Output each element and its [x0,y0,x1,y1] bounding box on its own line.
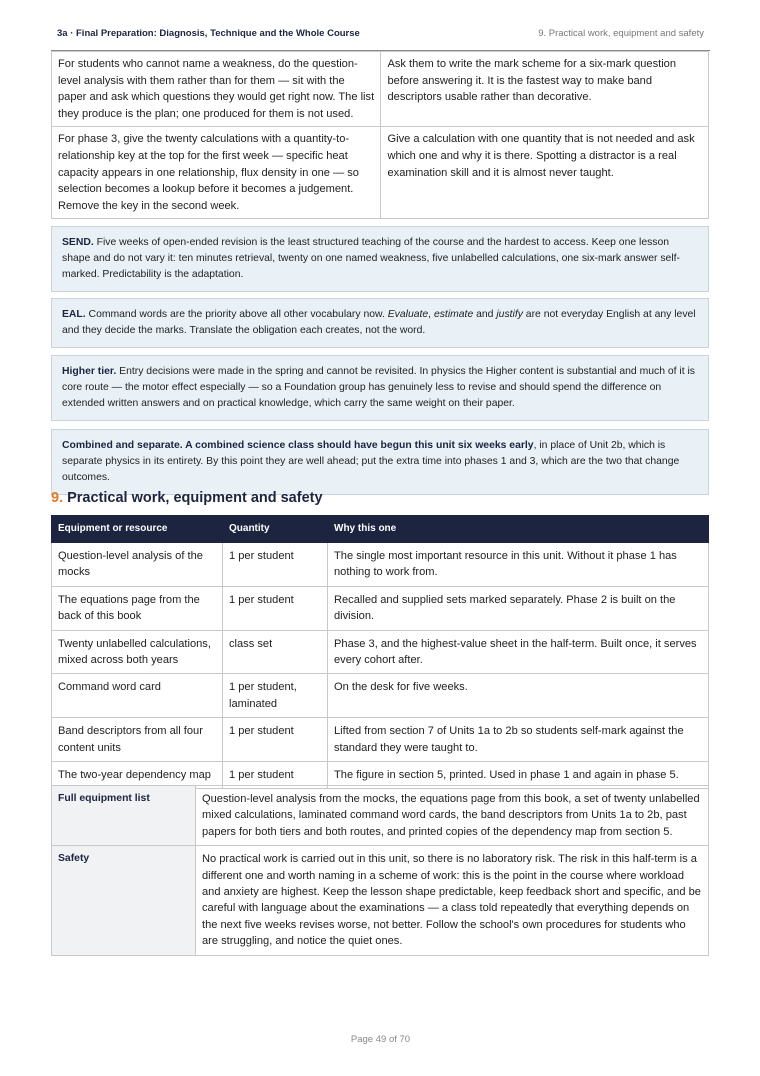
row-value: Question-level analysis from the mocks, the equations page from this book, a set of twenty unlabelled mixed calculations, laminated command word cards, the band descriptors from Units 1a to 2b, past papers for both tiers and both routes, and printed copies of the dependency map from section 5. [196,786,709,846]
quantity-cell: 1 per student [223,762,328,789]
reason-cell: Recalled and supplied sets marked separately. Phase 2 is built on the division. [328,586,709,630]
send-note [51,226,709,292]
row-value: No practical work is carried out in this unit, so there is no laboratory risk. The risk in this half-term is a different one and worth naming in a scheme of work: this is the point in the course where workload and anxiety are highest. Keep the lesson shape predictable, keep feedback short and specific, and be careful with language about the examinations — a class told repeatedly that everything depends on the next five weeks revises worse, not better. Follow the school's own procedures for students who are struggling, and notice the quiet ones. [196,846,709,955]
table-row [52,674,709,718]
row-label: Safety [52,846,196,955]
note-label: SEND. [62,237,94,248]
table-cell: For phase 3, give the twenty calculations with a quantity-to-relationship key at the top for the first week — specific heat capacity appears in one relationship, flux density in one — so selection becomes a lookup before it becomes a judgement. Remove the key in the second week. [52,127,381,219]
command-word: Evaluate [387,309,429,320]
table-cell: Give a calculation with one quantity that is not needed and ask which one and why it is there. Spotting a distractor is a real examination skill and it is almost never taught. [381,127,709,219]
table-row [52,127,709,219]
table-row [52,786,709,846]
note-text: , in place of Unit 2b, which is separate physics in its entirety. By this point they are well ahead; put the extra time into phases 1 and 3, which are the two that change outcomes. [62,440,680,483]
reason-cell: On the desk for five weeks. [328,674,709,718]
table-row [52,718,709,762]
note-text: are not everyday English at any level and they decide the marks. Translate the obligation each creates, not the word. [62,309,696,336]
note-label: Higher tier. [62,366,117,377]
note-text: Entry decisions were made in the spring and cannot be revisited. In physics the Higher content is substantial and much of it is core route — the motor effect especially — so a Foundation group has genuinely less to revise and should spend the difference on extended written answers and on practical knowledge, which carry the same weight on their paper. [62,366,696,409]
reason-cell: The single most important resource in this unit. Without it phase 1 has nothing to work from. [328,543,709,587]
column-header: Why this one [328,516,709,543]
resource-cell: Command word card [52,674,223,718]
row-label: Full equipment list [52,786,196,846]
table-row [52,543,709,587]
reason-cell: Lifted from section 7 of Units 1a to 2b so students self-mark against the standard they were taught to. [328,718,709,762]
header-unit-title: 3a · Final Preparation: Diagnosis, Technique and the Whole Course [57,28,360,39]
column-header: Quantity [223,516,328,543]
table-row [52,52,709,127]
note-text: and [473,309,497,320]
quantity-cell: 1 per student, laminated [223,674,328,718]
equipment-table [51,515,709,789]
section-heading [51,490,323,506]
resource-cell: Question-level analysis of the mocks [52,543,223,587]
section-title: Practical work, equipment and safety [67,490,323,506]
quantity-cell: 1 per student [223,586,328,630]
quantity-cell: class set [223,630,328,674]
eal-note [51,298,709,348]
table-header-row [52,516,709,543]
resource-cell: Band descriptors from all four content units [52,718,223,762]
note-text: Command words are the priority above all other vocabulary now. [85,309,388,320]
tips-table [51,51,709,219]
page-number: Page 49 of 70 [350,1034,411,1045]
note-label: EAL. [62,309,86,320]
command-word: estimate [433,309,474,320]
combined-separate-note [51,429,709,495]
reason-cell: The figure in section 5, printed. Used in phase 1 and again in phase 5. [328,762,709,789]
note-text: Five weeks of open-ended revision is the least structured teaching of the course and the hardest to access. Keep one lesson shape and do not vary it: ten minutes retrieval, twenty on one named weakness, five unlabelled calculations, one six-mark answer self-marked. Predictability is the adaptation. [62,237,680,280]
command-word: justify [496,309,523,320]
table-row [52,630,709,674]
resource-cell: The two-year dependency map [52,762,223,789]
table-row [52,586,709,630]
quantity-cell: 1 per student [223,543,328,587]
running-header [51,28,710,51]
section-number: 9. [51,490,64,506]
resource-cell: The equations page from the back of this book [52,586,223,630]
reason-cell: Phase 3, and the highest-value sheet in the half-term. Built once, it serves every cohort after. [328,630,709,674]
note-text: , [428,309,434,320]
quantity-cell: 1 per student [223,718,328,762]
table-row [52,846,709,955]
note-label: Combined and separate. A combined science class should have begun this unit six weeks early [62,440,534,451]
equipment-safety-table [51,785,709,956]
table-cell: For students who cannot name a weakness, do the question-level analysis with them rather than for them — sit with the paper and ask which questions they would get right now. The list they produce is the plan; one produced for them is not used. [52,52,381,127]
resource-cell: Twenty unlabelled calculations, mixed across both years [52,630,223,674]
higher-tier-note [51,355,709,421]
column-header: Equipment or resource [52,516,223,543]
table-cell: Ask them to write the mark scheme for a six-mark question before answering it. It is the fastest way to make band descriptors usable rather than decorative. [381,52,709,127]
header-section-title: 9. Practical work, equipment and safety [538,28,704,39]
